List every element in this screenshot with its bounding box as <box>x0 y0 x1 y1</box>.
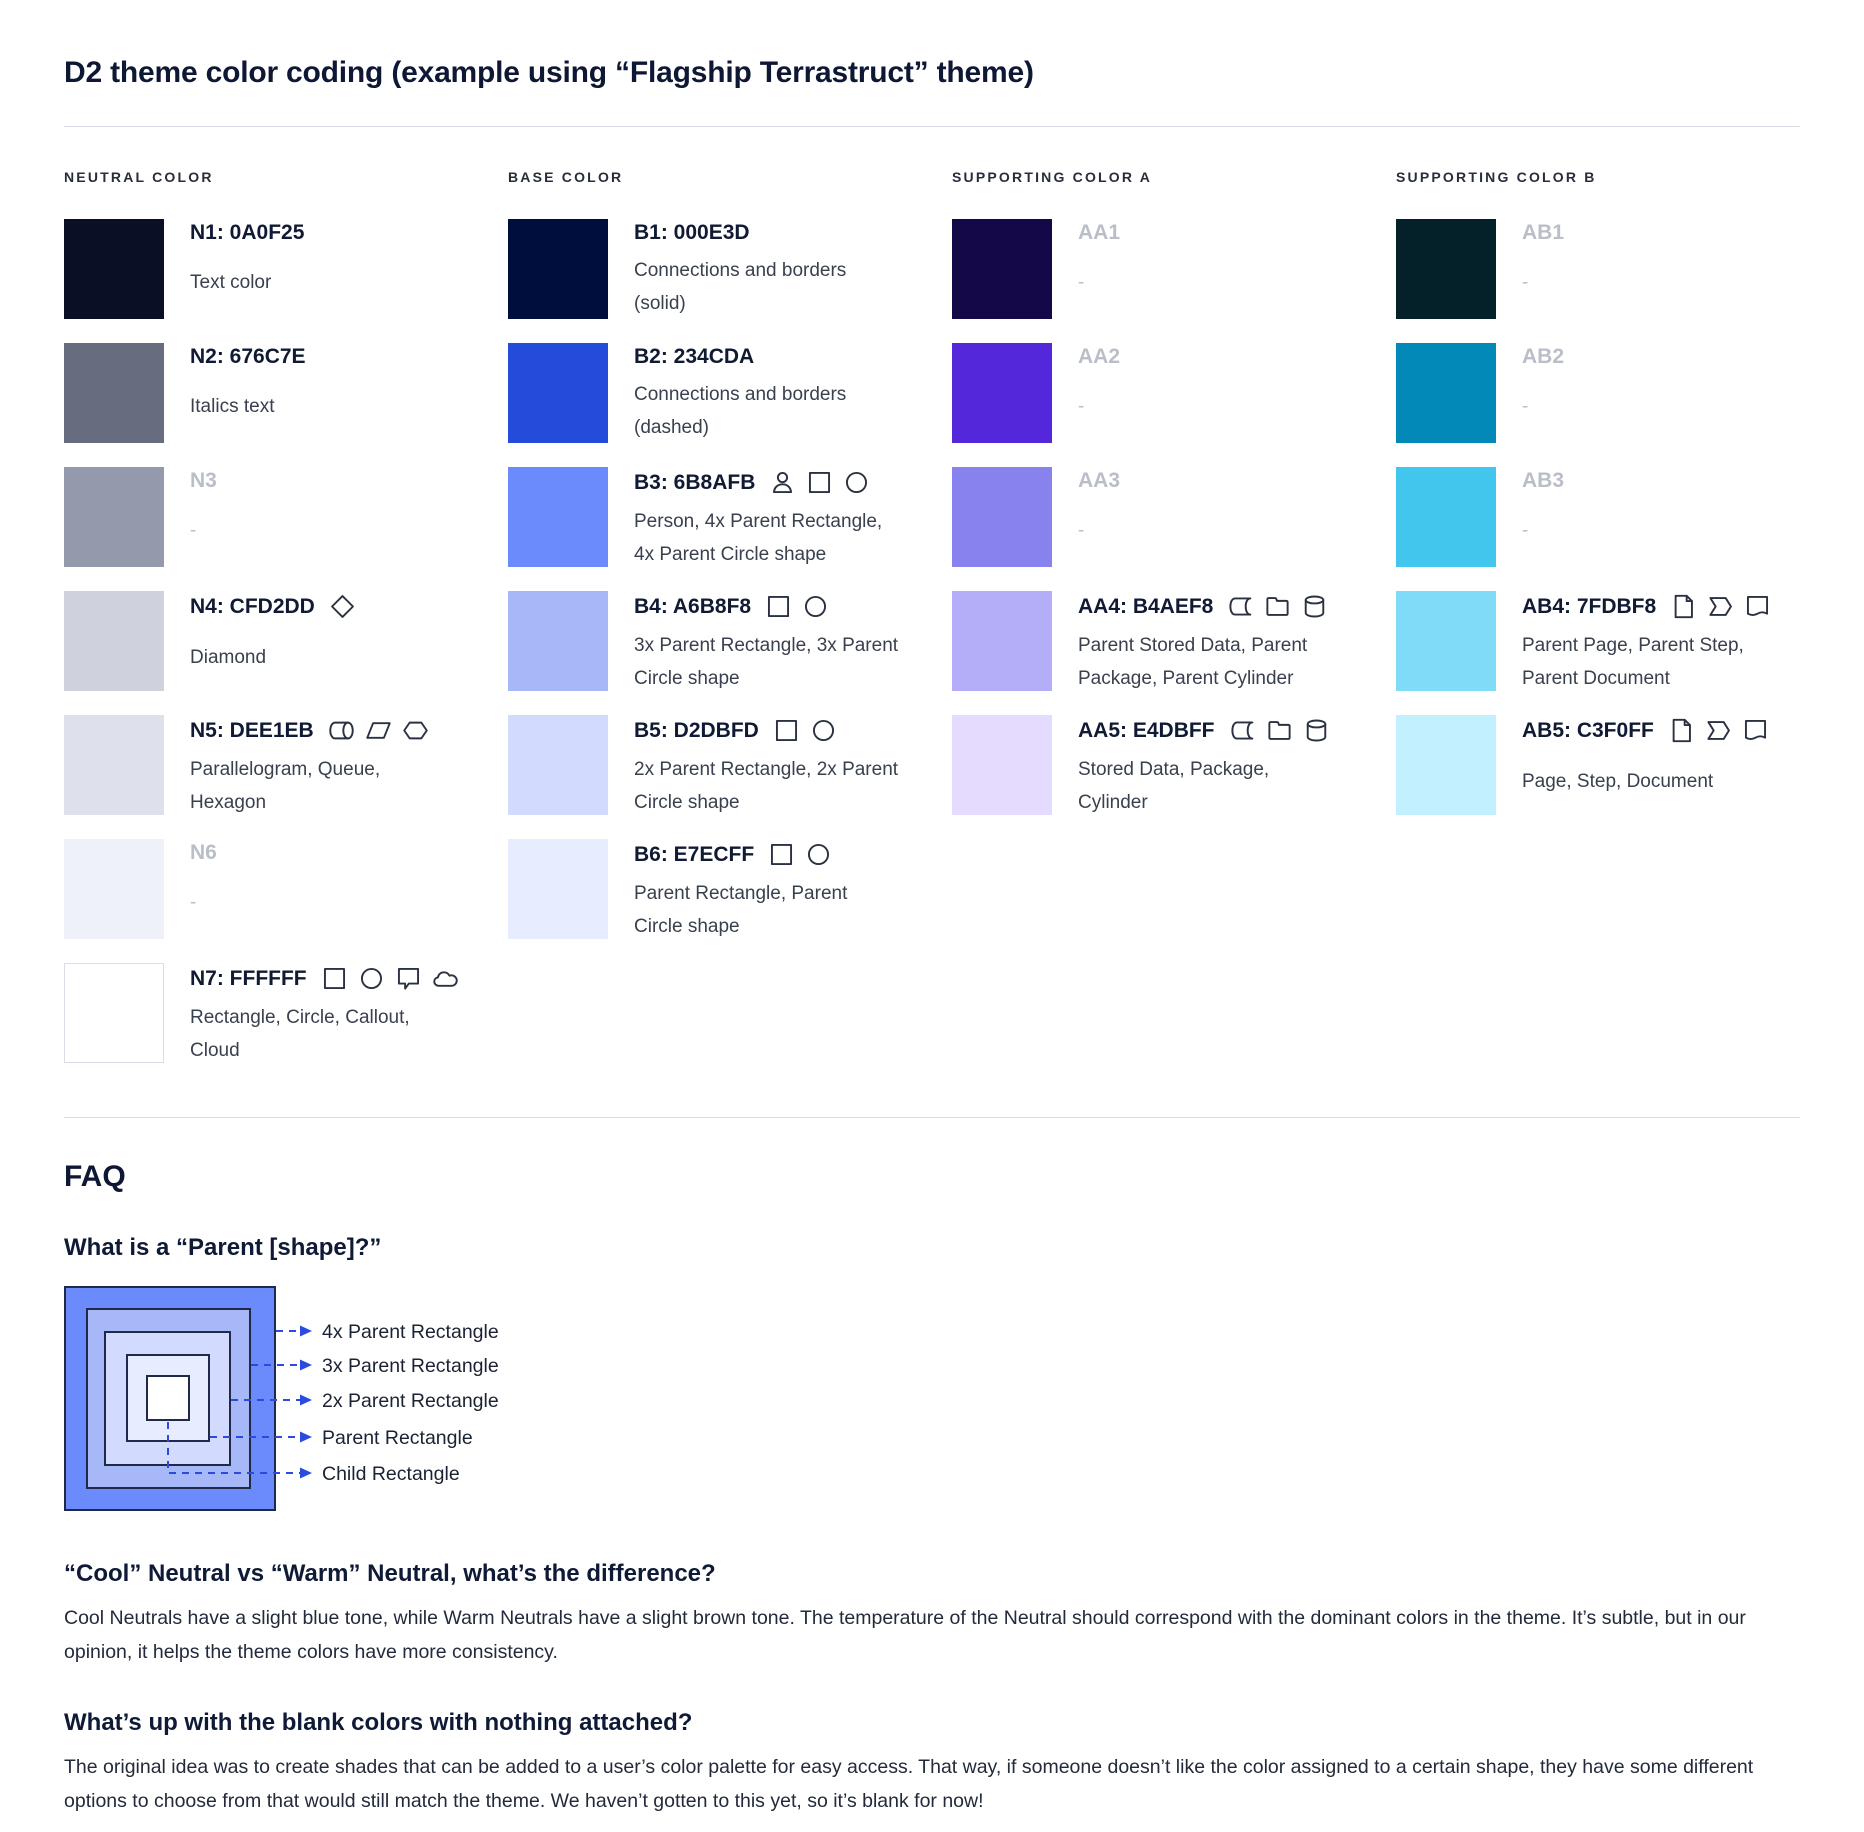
palette-row <box>508 467 952 567</box>
divider-bottom <box>64 1117 1800 1118</box>
circle-icon <box>843 469 870 496</box>
swatch-desc: - <box>190 892 197 913</box>
package-icon <box>1264 593 1291 620</box>
palette-row <box>64 715 508 815</box>
palette-column <box>508 169 952 1087</box>
faq-question-parent-shape: What is a “Parent [shape]?” <box>64 1234 382 1261</box>
swatch-title-line <box>1522 593 1840 620</box>
swatch-desc: - <box>1522 520 1529 541</box>
cylinder-icon <box>1303 717 1330 744</box>
swatch-desc: Parent Stored Data, Parent Package, Parent Cylinder <box>1078 635 1308 689</box>
swatch-info <box>190 591 508 674</box>
shape-icons <box>1670 593 1771 620</box>
swatch-info <box>1078 591 1396 695</box>
shape-icons <box>773 717 837 744</box>
palette-row <box>952 467 1396 567</box>
swatch-desc: Stored Data, Package, Cylinder <box>1078 759 1270 813</box>
divider-top <box>64 126 1800 127</box>
page-title: D2 theme color coding (example using “Flagship Terrastruct” theme) <box>64 56 1034 89</box>
swatch-title-line <box>190 965 508 992</box>
color-swatch <box>952 467 1052 567</box>
swatch-info <box>634 343 952 444</box>
swatch-desc: - <box>190 520 197 541</box>
shape-icons <box>329 593 356 620</box>
palette-column-header: SUPPORTING COLOR B <box>1396 169 1597 185</box>
swatch-code: AA2 <box>1078 345 1121 368</box>
hexagon-icon <box>402 717 429 744</box>
swatch-info <box>1522 219 1840 299</box>
circle-icon <box>805 841 832 868</box>
swatch-desc: Connections and borders (solid) <box>634 260 847 314</box>
palette-row <box>952 591 1396 691</box>
swatch-title-line <box>1522 717 1840 744</box>
swatch-code: B5: D2DBFD <box>634 718 759 742</box>
swatch-code: AB5: C3F0FF <box>1522 718 1654 742</box>
document-icon <box>1742 717 1769 744</box>
swatch-info <box>1078 715 1396 819</box>
swatch-title-line <box>634 841 952 868</box>
document-icon <box>1744 593 1771 620</box>
swatch-title-line <box>1522 345 1840 369</box>
swatch-desc: Person, 4x Parent Rectangle, 4x Parent Circle shape <box>634 511 883 565</box>
swatch-desc: Parent Rectangle, Parent Circle shape <box>634 883 848 937</box>
palette-column <box>64 169 508 1087</box>
swatch-desc: Rectangle, Circle, Callout, Cloud <box>190 1007 410 1061</box>
swatch-title-line <box>190 841 508 865</box>
color-swatch <box>64 963 164 1063</box>
step-icon <box>1705 717 1732 744</box>
palette-row <box>952 343 1396 443</box>
swatch-desc: Italics text <box>190 396 275 417</box>
rectangle-icon <box>768 841 795 868</box>
swatch-desc: Connections and borders (dashed) <box>634 384 847 438</box>
rectangle-icon <box>806 469 833 496</box>
shape-icons <box>1668 717 1769 744</box>
swatch-code: AA1 <box>1078 221 1121 244</box>
swatch-title-line <box>634 221 952 245</box>
swatch-info <box>1522 467 1840 547</box>
swatch-info <box>190 715 508 819</box>
swatch-code: AA4: B4AEF8 <box>1078 594 1214 618</box>
swatch-info <box>1078 467 1396 547</box>
palette-row <box>508 839 952 939</box>
swatch-title-line <box>190 345 508 369</box>
swatch-title-line <box>1078 345 1396 369</box>
swatch-title-line <box>1078 469 1396 493</box>
palette-row <box>1396 343 1840 443</box>
swatch-info <box>1522 591 1840 695</box>
swatch-title-line <box>1522 221 1840 245</box>
shape-icons <box>1229 717 1330 744</box>
color-swatch <box>508 467 608 567</box>
page-icon <box>1670 593 1697 620</box>
shape-icons <box>768 841 832 868</box>
swatch-desc: Parallelogram, Queue, Hexagon <box>190 759 381 813</box>
palette-row <box>952 715 1396 815</box>
palette-row <box>1396 591 1840 691</box>
arrow-icon <box>300 1395 312 1406</box>
rectangle-icon <box>773 717 800 744</box>
swatch-code: N7: FFFFFF <box>190 966 307 990</box>
swatch-code: AB3 <box>1522 469 1565 492</box>
swatch-code: AB4: 7FDBF8 <box>1522 594 1657 618</box>
diagram-label: 2x Parent Rectangle <box>322 1390 499 1412</box>
swatch-title-line <box>190 469 508 493</box>
swatch-info <box>190 467 508 547</box>
color-swatch <box>64 839 164 939</box>
swatch-info <box>190 219 508 299</box>
swatch-code: N5: DEE1EB <box>190 718 314 742</box>
faq-title: FAQ <box>64 1160 126 1193</box>
swatch-code: AA5: E4DBFF <box>1078 718 1215 742</box>
diagram-label: 4x Parent Rectangle <box>322 1321 499 1343</box>
swatch-info <box>190 343 508 423</box>
swatch-title-line <box>1078 717 1396 744</box>
color-swatch <box>64 591 164 691</box>
swatch-info <box>190 963 508 1067</box>
palette-column-header: NEUTRAL COLOR <box>64 169 214 185</box>
swatch-desc: Diamond <box>190 647 267 668</box>
palette-row <box>1396 219 1840 319</box>
color-swatch <box>1396 219 1496 319</box>
color-swatch <box>1396 591 1496 691</box>
shape-icons <box>321 965 459 992</box>
parent-shape-diagram <box>64 1286 1800 1520</box>
color-swatch <box>64 467 164 567</box>
person-icon <box>769 469 796 496</box>
swatch-code: B3: 6B8AFB <box>634 470 756 494</box>
swatch-code: N2: 676C7E <box>190 345 306 368</box>
arrow-icon <box>300 1360 312 1371</box>
swatch-desc: Page, Step, Document <box>1522 771 1714 792</box>
swatch-info <box>634 219 952 320</box>
palette-row <box>64 219 508 319</box>
faq-question-cool-vs-warm: “Cool” Neutral vs “Warm” Neutral, what’s the difference? <box>64 1560 716 1587</box>
swatch-info <box>634 715 952 819</box>
parent-shape-diagram-svg <box>64 1286 534 1520</box>
arrow-icon <box>300 1432 312 1443</box>
swatch-title-line <box>1078 221 1396 245</box>
swatch-code: B1: 000E3D <box>634 221 750 244</box>
shape-icons <box>1227 593 1328 620</box>
swatch-info <box>1522 343 1840 423</box>
parallelogram-icon <box>365 717 392 744</box>
diagram-label: 3x Parent Rectangle <box>322 1355 499 1377</box>
circle-icon <box>358 965 385 992</box>
swatch-code: AB2 <box>1522 345 1565 368</box>
swatch-title-line <box>634 593 952 620</box>
faq-answer-blank-colors: The original idea was to create shades that can be added to a user’s color palette for easy access. That way, if someone doesn’t like the color assigned to a certain shape, they have some different options to choose from that would still match the theme. We haven’t gotten to this yet, so it’s blank for now! <box>64 1756 1754 1812</box>
diagram-label: Parent Rectangle <box>322 1427 473 1449</box>
swatch-desc: - <box>1078 396 1085 417</box>
swatch-code: AA3 <box>1078 469 1121 492</box>
palette-row <box>64 467 508 567</box>
cylinder-icon <box>1301 593 1328 620</box>
circle-icon <box>810 717 837 744</box>
color-swatch <box>508 343 608 443</box>
arrow-icon <box>300 1326 312 1337</box>
swatch-info <box>1078 219 1396 299</box>
swatch-info <box>190 839 508 919</box>
swatch-info <box>1078 343 1396 423</box>
step-icon <box>1707 593 1734 620</box>
color-swatch <box>508 839 608 939</box>
swatch-desc: 3x Parent Rectangle, 3x Parent Circle shape <box>634 635 899 689</box>
swatch-desc: - <box>1522 272 1529 293</box>
rectangle-icon <box>321 965 348 992</box>
shape-icons <box>328 717 429 744</box>
palette-column-header: SUPPORTING COLOR A <box>952 169 1153 185</box>
palette-row <box>508 591 952 691</box>
faq-section <box>64 1160 1800 1818</box>
color-swatch <box>64 343 164 443</box>
color-swatch <box>952 591 1052 691</box>
color-swatch <box>508 219 608 319</box>
swatch-desc: - <box>1078 520 1085 541</box>
shape-icons <box>769 469 870 496</box>
color-swatch <box>952 715 1052 815</box>
swatch-code: N3 <box>190 469 217 492</box>
faq-question-blank-colors: What’s up with the blank colors with nothing attached? <box>64 1709 693 1736</box>
child-rectangle <box>147 1376 189 1420</box>
swatch-code: N6 <box>190 841 217 864</box>
swatch-desc: - <box>1522 396 1529 417</box>
color-swatch <box>508 591 608 691</box>
swatch-title-line <box>634 345 952 369</box>
color-swatch <box>508 715 608 815</box>
swatch-desc: Text color <box>190 272 272 293</box>
stored-data-icon <box>1229 717 1256 744</box>
swatch-desc: - <box>1078 272 1085 293</box>
color-swatch <box>64 715 164 815</box>
palette-row <box>64 963 508 1063</box>
palette-row <box>64 591 508 691</box>
swatch-info <box>1522 715 1840 798</box>
palette-row <box>508 715 952 815</box>
palette-row <box>952 219 1396 319</box>
color-swatch <box>1396 715 1496 815</box>
palette-column <box>1396 169 1840 1087</box>
swatch-title-line <box>190 221 508 245</box>
swatch-title-line <box>634 717 952 744</box>
arrow-icon <box>300 1468 312 1479</box>
palette-grid <box>64 169 1800 1087</box>
palette-row <box>64 343 508 443</box>
swatch-info <box>634 591 952 695</box>
swatch-title-line <box>634 469 952 496</box>
color-swatch <box>952 219 1052 319</box>
queue-icon <box>328 717 355 744</box>
color-swatch <box>64 219 164 319</box>
swatch-info <box>634 839 952 943</box>
palette-row <box>1396 715 1840 815</box>
palette-row <box>508 219 952 319</box>
shape-icons <box>765 593 829 620</box>
palette-column-header: BASE COLOR <box>508 169 624 185</box>
callout-icon <box>395 965 422 992</box>
rectangle-icon <box>765 593 792 620</box>
palette-row <box>1396 467 1840 567</box>
swatch-info <box>634 467 952 571</box>
swatch-code: B4: A6B8F8 <box>634 594 752 618</box>
swatch-code: N1: 0A0F25 <box>190 221 305 244</box>
package-icon <box>1266 717 1293 744</box>
swatch-code: N4: CFD2DD <box>190 594 315 618</box>
circle-icon <box>802 593 829 620</box>
stored-data-icon <box>1227 593 1254 620</box>
color-swatch <box>1396 467 1496 567</box>
diagram-label: Child Rectangle <box>322 1463 460 1485</box>
color-swatch <box>952 343 1052 443</box>
swatch-title-line <box>190 593 508 620</box>
swatch-title-line <box>1078 593 1396 620</box>
swatch-title-line <box>1522 469 1840 493</box>
palette-column <box>952 169 1396 1087</box>
page-icon <box>1668 717 1695 744</box>
swatch-code: B2: 234CDA <box>634 345 755 368</box>
diamond-icon <box>329 593 356 620</box>
swatch-code: B6: E7ECFF <box>634 842 755 866</box>
palette-row <box>508 343 952 443</box>
swatch-code: AB1 <box>1522 221 1565 244</box>
swatch-title-line <box>190 717 508 744</box>
swatch-desc: 2x Parent Rectangle, 2x Parent Circle shape <box>634 759 899 813</box>
swatch-desc: Parent Page, Parent Step, Parent Document <box>1522 635 1744 689</box>
color-swatch <box>1396 343 1496 443</box>
cloud-icon <box>432 965 459 992</box>
faq-answer-cool-vs-warm: Cool Neutrals have a slight blue tone, while Warm Neutrals have a slight brown tone. The temperature of the Neutral should correspond with the dominant colors in the theme. It’s subtle, but in our opinion, it helps the theme colors have more consistency. <box>64 1607 1746 1663</box>
palette-row <box>64 839 508 939</box>
